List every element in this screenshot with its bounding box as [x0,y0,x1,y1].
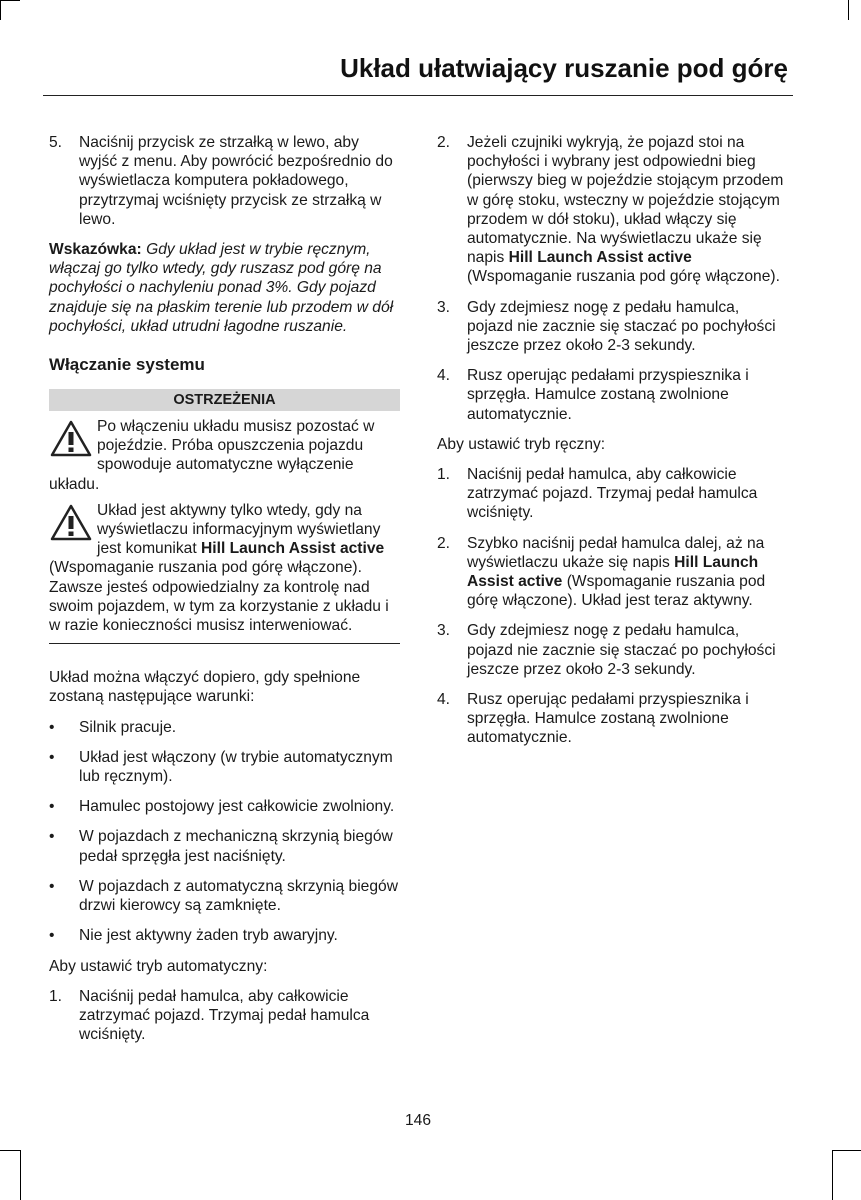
item-text: Silnik pracuje. [79,718,177,736]
list-item [437,465,788,523]
item-number: 3. [437,298,451,316]
item-text [467,534,788,611]
page-number: 146 [404,1112,432,1129]
item-number: 2. [437,534,451,552]
conditions-intro: Układ można włączyć dopiero, gdy spełnione zostaną następujące warunki: [49,669,361,706]
item-text-part: Szybko naciśnij pedał hamulca dalej, aż na wyświetlaczu ukaże się napis [467,534,765,571]
crop-mark-top-right [848,0,849,20]
item-number: 3. [437,622,451,640]
item-text-bold: Hill Launch Assist active [508,249,692,267]
manual-mode-intro: Aby ustawić tryb ręczny: [437,435,606,453]
list-item [49,748,400,786]
bullet-mark: • [49,927,55,945]
list-item [49,133,400,229]
item-text: Gdy zdejmiesz nogę z pedału hamulca, pojazd nie zacznie się staczać po pochyłości jeszcze przez około 2-3 sekundy. [467,298,776,355]
item-text: Naciśnij pedał hamulca, aby całkowicie zatrzymać pojazd. Trzymaj pedał hamulca wciśnięty. [467,466,758,522]
item-text [467,133,788,287]
warning-text-bold: Hill Launch Assist active [201,540,385,558]
warning-text: Po włączeniu układu musisz pozostać w pojeździe. Próba opuszczenia pojazdu spowoduje automatyczne wyłączenie układu. [49,418,375,493]
note-label: Wskazówka: [49,241,142,259]
warning-text: Układ jest aktywny tylko wtedy, gdy na wyświetlaczu informacyjnym wyświetlany jest komunikat [97,501,381,558]
list-item [437,534,788,611]
item-text-bold: Hill Launch Assist active [467,553,759,591]
warning-triangle-icon [49,419,93,459]
item-text: Rusz operując pedałami przyspiesznika i sprzęgła. Hamulce zostaną zwolnione automatycznie. [467,691,749,747]
item-text-part: (Wspomaganie ruszania pod górę włączone). [467,268,780,286]
left-column [49,133,400,1055]
auto-mode-intro: Aby ustawić tryb automatyczny: [49,957,268,975]
list-item [437,690,788,748]
warning-block [49,501,400,635]
warning-block [49,417,400,494]
item-text-part: Jeżeli czujniki wykryją, że pojazd stoi na pochyłości i wybrany jest odpowiedni bieg (pierwszy bieg w pojeździe stojącym przodem w górę stoku, wsteczny w pojeździe stojącym przodem w dół stoku), układ włączy się automatycznie. Na wyświetlaczu ukaże się napis [467,134,784,267]
bullet-mark: • [49,718,55,736]
bullet-mark: • [49,877,55,895]
item-number: 4. [437,367,451,385]
item-text: Gdy zdejmiesz nogę z pedału hamulca, pojazd nie zacznie się staczać po pochyłości jeszcze przez około 2-3 sekundy. [467,622,776,678]
crop-mark-bottom-right [832,1150,833,1200]
section-heading: Włączanie systemu [49,355,205,375]
item-text: Nie jest aktywny żaden tryb awaryjny. [79,927,338,945]
item-number: 4. [437,691,451,709]
warnings-header: OSTRZEŻENIA [49,389,400,411]
note-paragraph [49,240,400,336]
item-text: W pojazdach z mechaniczną skrzynią biegów pedał sprzęgła jest naciśnięty. [79,828,393,865]
list-item [49,827,400,865]
list-item [437,621,788,679]
note-text: Gdy układ jest w trybie ręcznym, włączaj go tylko wtedy, gdy ruszasz pod górę na pochyłości o nachyleniu ponad 3%. Gdy pojazd znajduje się na płaskim terenie lub przodem w dół pochyłości, układ utrudni łagodne ruszanie. [49,241,394,335]
bullet-mark: • [49,748,55,766]
bullet-mark: • [49,798,55,816]
crop-mark-bottom-right-h [832,1150,861,1151]
item-number: 1. [49,987,63,1005]
item-text: Rusz operując pedałami przyspiesznika i sprzęgła. Hamulce zostaną zwolnione automatycznie. [467,367,749,423]
warnings-divider [49,643,400,644]
item-number: 1. [437,466,451,484]
warning-triangle-icon [49,503,93,543]
list-item [437,366,788,424]
page-title: Układ ułatwiający ruszanie pod górę [340,53,788,83]
item-text: Hamulec postojowy jest całkowicie zwolniony. [79,798,395,816]
warning-text: (Wspomaganie ruszania pod górę włączone). Zawsze jesteś odpowiedzialny za kontrolę nad swoim pojazdem, w tym za korzystanie z układu i w razie konieczności musisz interweniować. [49,559,389,635]
crop-mark-top-left-h [0,0,20,1]
crop-mark-bottom-left [0,1150,20,1151]
item-text: Naciśnij pedał hamulca, aby całkowicie zatrzymać pojazd. Trzymaj pedał hamulca wciśnięty. [79,987,370,1044]
right-column [437,133,788,759]
crop-mark-top-left [0,0,1,20]
item-text: Układ jest włączony (w trybie automatycznym lub ręcznym). [79,748,393,786]
crop-mark-bottom-left-v [20,1150,21,1200]
list-item [49,926,400,945]
bullet-mark: • [49,828,55,846]
list-item [49,797,400,816]
item-text: Naciśnij przycisk ze strzałką w lewo, aby wyjść z menu. Aby powrócić bezpośrednio do wyświetlacza komputera pokładowego, przytrzymaj wciśnięty przycisk ze strzałką w lewo. [79,134,393,228]
title-divider [43,95,793,96]
list-item [437,298,788,356]
list-item [49,987,400,1045]
item-text-part: (Wspomaganie ruszania pod górę włączone). Układ jest teraz aktywny. [467,573,766,610]
item-number: 5. [49,134,63,151]
list-item [437,133,788,287]
item-text: W pojazdach z automatyczną skrzynią biegów drzwi kierowcy są zamknięte. [79,877,398,915]
list-item [49,718,400,737]
list-item [49,877,400,915]
item-number: 2. [437,134,451,151]
